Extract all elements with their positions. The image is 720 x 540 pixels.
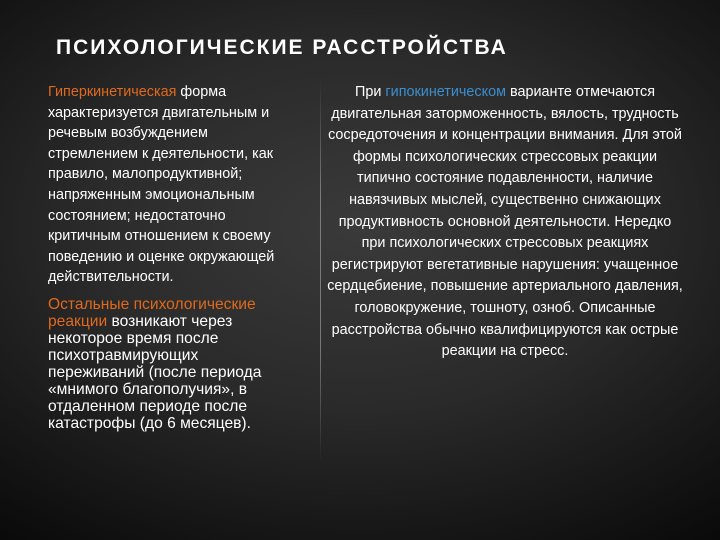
right-prefix: При <box>355 84 386 100</box>
overlapping-paragraph <box>48 296 296 432</box>
right-column <box>326 82 684 363</box>
left-paragraph <box>48 82 296 288</box>
column-divider <box>320 80 321 462</box>
hypokinetic-term: гипокинетическом <box>385 84 506 100</box>
left-column <box>48 82 296 432</box>
left-text: форма характеризуется двигательным и речевым возбуждением стремлением к деятельности, как правило, малопродуктивной; напряженным эмоциональным состоянием; недостаточно критичным отношением к своему поведению и оценке окружающей действительности. <box>48 84 275 286</box>
other-reactions-term: Остальные психологические реакции <box>48 296 256 330</box>
slide-title: ПСИХОЛОГИЧЕСКИЕ РАССТРОЙСТВА <box>56 36 508 59</box>
right-text: варианте отмечаются двигательная заторможенность, вялость, трудность сосредоточения и концентрации внимания. Для этой формы психологических стрессовых реакции типично состояние подавленности, наличие навязчивых мыслей, существенно снижающих продуктивность основной деятельности. Нередко при психологических стрессовых реакциях регистрируют вегетативные нарушения: учащенное сердцебиение, повышение артериального давления, головокружение, тошноту, озноб. Описанные расстройства обычно квалифицируются как острые реакции на стресс. <box>327 84 683 360</box>
hyperkinetic-term: Гиперкинетическая <box>48 84 177 100</box>
overlap-text: возникают через некоторое время после психотравмирующих переживаний (после периода «мнимого благополучия», в отдаленном периоде после катастрофы (до 6 месяцев). <box>48 313 262 432</box>
